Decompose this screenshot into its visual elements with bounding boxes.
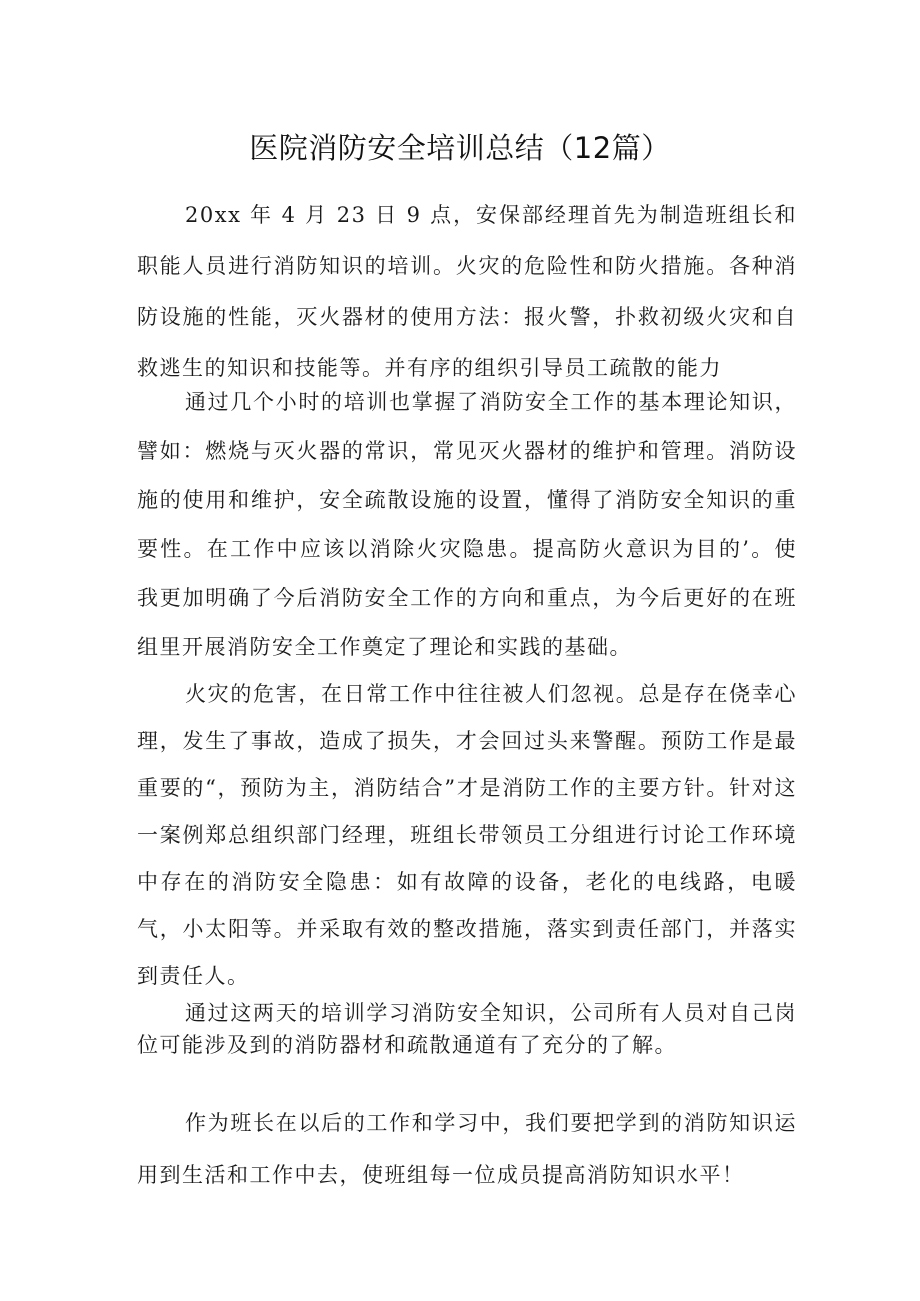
paragraph-2: 通过几个小时的培训也掌握了消防安全工作的基本理论知识，譬如：燃烧与灭火器的常识，常见灭火器材的维护和管理。消防设施的使用和维护，安全疏散设施的设置，懂得了消防安全知识的重要性。在工作中应该以消除火灾隐患。提高防火意识为目的’。使我更加明确了今后消防安全工作的方向和重点，为今后更好的在班组里开展消防安全工作奠定了理论和实践的基础。 bbox=[137, 390, 797, 659]
paragraph-3: 火灾的危害，在日常工作中往往被人们忽视。总是存在侥幸心理，发生了事故，造成了损失，才会回过头来警醒。预防工作是最重要的“，预防为主，消防结合”才是消防工作的主要方针。针对这一案例郑总组织部门经理，班组长带领员工分组进行讨论工作环境中存在的消防安全隐患：如有故障的设备，老化的电线路，电暖气，小太阳等。并采取有效的整改措施，落实到责任部门，并落实到责任人。 bbox=[137, 682, 797, 988]
paragraph-4: 通过这两天的培训学习消防安全知识，公司所有人员对自己岗位可能涉及到的消防器材和疏散通道有了充分的了解。 bbox=[137, 1001, 797, 1057]
document-title: 医院消防安全培训总结（12篇） bbox=[249, 131, 671, 165]
paragraph-1: 20xx 年 4 月 23 日 9 点，安保部经理首先为制造班组长和职能人员进行消防知识的培训。火灾的危险性和防火措施。各种消防设施的性能，灭火器材的使用方法：报火警，扑救初级火灾和自救逃生的知识和技能等。并有序的组织引导员工疏散的能力 bbox=[137, 203, 797, 380]
paragraph-5: 作为班长在以后的工作和学习中，我们要把学到的消防知识运用到生活和工作中去，使班组每一位成员提高消防知识水平！ bbox=[137, 1111, 797, 1187]
